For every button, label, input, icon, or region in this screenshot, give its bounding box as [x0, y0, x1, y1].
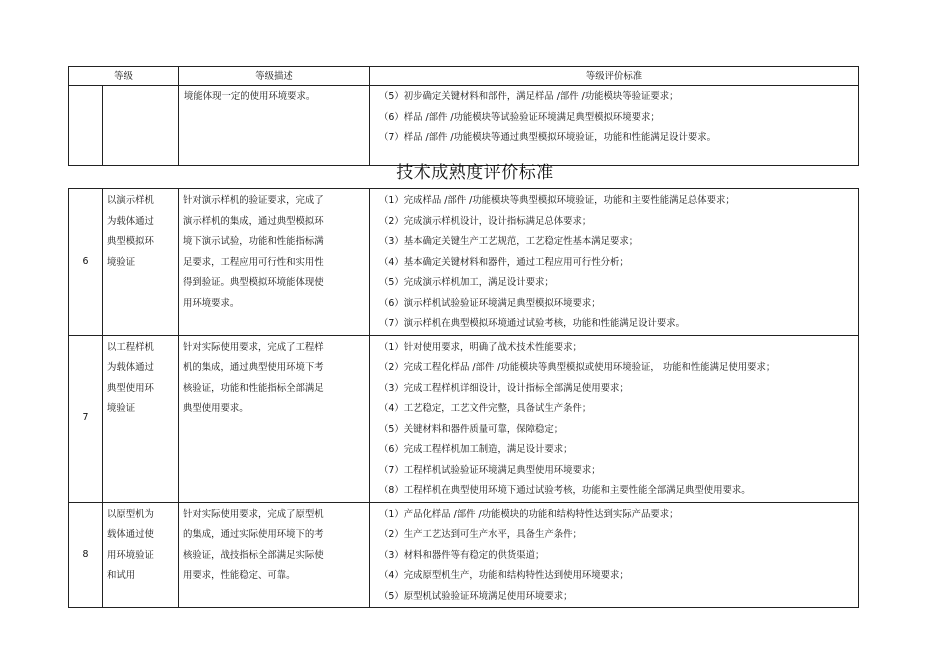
description-line: 针对实际使用要求，完成了工程样 [183, 341, 324, 353]
header-criteria: 等级评价标准 [370, 67, 859, 86]
name-line: 载体通过使 [107, 529, 154, 540]
name-cell [103, 86, 179, 166]
criteria-line: （7）样品 /部件 /功能模块等通过典型模拟环境验证，功能和性能满足设计要求。 [379, 132, 717, 143]
criteria-line: （8）工程样机在典型使用环境下通过试验考核，功能和主要性能全部满足典型使用要求。 [379, 485, 751, 496]
level-number: 8 [69, 502, 103, 608]
name-line: 境验证 [107, 403, 136, 414]
description-line: 境能体现一定的使用环境要求。 [184, 91, 316, 102]
criteria-line: （6）完成工程样机加工制造，满足设计要求； [379, 444, 573, 455]
description-line: 的集成，通过实际使用环境下的考 [183, 529, 324, 540]
table-row [69, 86, 859, 166]
criteria-line: （6）演示样机试验验证环境满足典型模拟环境要求； [379, 297, 601, 309]
description-line: 用环境要求。 [183, 297, 240, 309]
criteria-line: （4）基本确定关键材料和器件，通过工程应用可行性分析； [379, 256, 629, 268]
description-line: 足要求，工程应用可行性和实用性 [183, 256, 324, 268]
table-row [69, 335, 859, 502]
name-line: 以原型机为 [107, 508, 154, 520]
criteria-line: （2）生产工艺达到可生产水平，具备生产条件； [379, 529, 582, 540]
continued-table [68, 66, 859, 166]
name-line: 和试用 [107, 570, 136, 581]
level-number: 7 [69, 335, 103, 502]
header-description: 等级描述 [179, 67, 370, 86]
name-cell [103, 335, 179, 502]
criteria-line: （2）完成演示样机设计，设计指标满足总体要求； [379, 215, 592, 227]
name-line: 境验证 [107, 256, 136, 268]
criteria-line: （5）初步确定关键材料和部件，满足样品 /部件 /功能模块等验证要求； [379, 91, 679, 102]
criteria-line: （6）样品 /部件 /功能模块等试验验证环境满足典型模拟环境要求； [379, 111, 660, 123]
criteria-line: （4）完成原型机生产，功能和结构特性达到使用环境要求； [379, 570, 629, 581]
maturity-table [68, 188, 859, 608]
criteria-line: （7）演示样机在典型模拟环境通过试验考核，功能和性能满足设计要求。 [379, 318, 685, 329]
criteria-cell [370, 502, 859, 608]
name-line: 为载体通过 [107, 215, 154, 227]
criteria-line: （3）完成工程样机详细设计，设计指标全部满足使用要求； [379, 382, 629, 394]
header-level: 等级 [69, 67, 179, 86]
name-line: 为载体通过 [107, 362, 154, 373]
name-line: 典型使用环 [107, 382, 154, 394]
description-line: 核验证，战技指标全部满足实际使 [183, 549, 324, 561]
name-line: 典型模拟环 [107, 236, 154, 247]
criteria-line: （5）关键材料和器件质量可靠，保障稳定； [379, 423, 564, 435]
name-cell [103, 189, 179, 336]
criteria-line: （1）针对使用要求，明确了战术技术性能要求； [379, 341, 582, 353]
description-cell [179, 189, 370, 336]
criteria-line: （7）工程样机试验验证环境满足典型使用环境要求； [379, 464, 601, 476]
description-line: 演示样机的集成，通过典型模拟环 [183, 215, 324, 227]
description-line: 针对实际使用要求，完成了原型机 [183, 508, 324, 520]
description-line: 用要求，性能稳定、可靠。 [183, 570, 296, 581]
criteria-line: （3）基本确定关键生产工艺规范，工艺稳定性基本满足要求； [379, 236, 639, 247]
level-number: 6 [69, 189, 103, 336]
criteria-cell [370, 335, 859, 502]
name-line: 用环境验证 [107, 549, 154, 561]
criteria-line: （3）材料和器件等有稳定的供货渠道； [379, 549, 545, 561]
table-row [69, 502, 859, 608]
description-cell [179, 86, 370, 166]
table-row [69, 189, 859, 336]
name-line: 以工程样机 [107, 341, 154, 353]
description-line: 得到验证。典型模拟环境能体现使 [183, 277, 324, 288]
criteria-cell [370, 189, 859, 336]
description-cell [179, 335, 370, 502]
description-line: 机的集成，通过典型使用环境下考 [183, 362, 324, 373]
name-line: 以演示样机 [107, 195, 154, 206]
criteria-cell [370, 86, 859, 166]
criteria-line: （1）产品化样品 /部件 /功能模块的功能和结构特性达到实际产品要求； [379, 508, 679, 520]
level-cell [69, 86, 103, 166]
criteria-line: （5）完成演示样机加工，满足设计要求； [379, 277, 554, 288]
description-cell [179, 502, 370, 608]
criteria-line: （2）完成工程化样品 /部件 /功能模块等典型模拟或使用环境验证， 功能和性能满足使用要求； [379, 362, 776, 373]
header-row [69, 67, 859, 86]
description-line: 针对演示样机的验证要求，完成了 [183, 195, 324, 206]
criteria-line: （5）原型机试验验证环境满足使用环境要求； [379, 590, 573, 602]
name-cell [103, 502, 179, 608]
description-line: 境下演示试验，功能和性能指标满 [183, 236, 324, 247]
criteria-line: （1）完成样品 /部件 /功能模块等典型模拟环境验证，功能和主要性能满足总体要求； [379, 195, 735, 206]
page-title: 技术成熟度评价标准 [396, 163, 554, 183]
criteria-line: （4）工艺稳定，工艺文件完整，具备试生产条件； [379, 403, 592, 414]
description-line: 核验证，功能和性能指标全部满足 [183, 382, 324, 394]
description-line: 典型使用要求。 [183, 403, 249, 414]
